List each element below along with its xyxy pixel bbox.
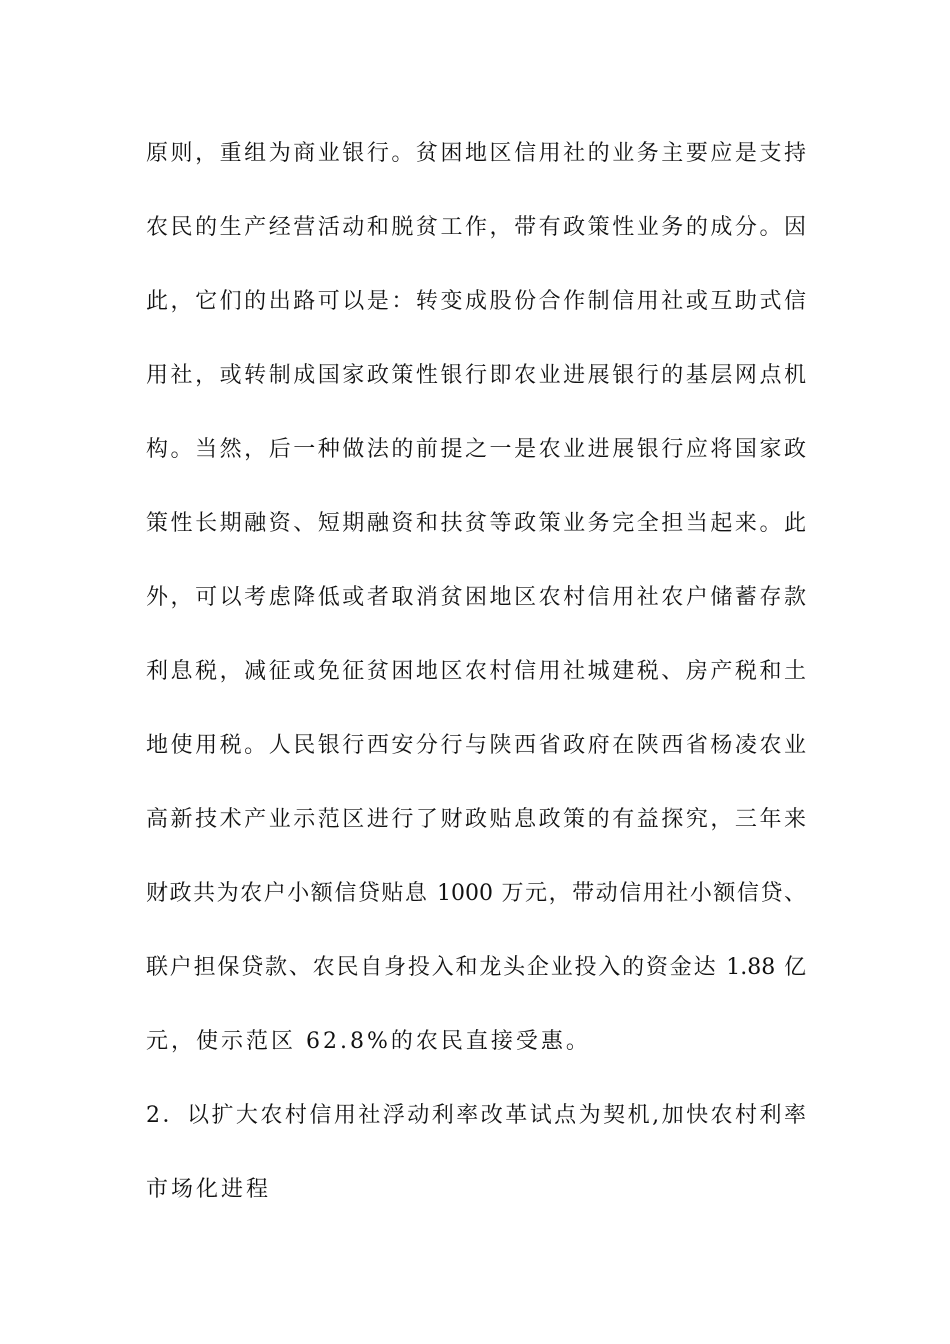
body-line: 用社，或转制成国家政策性银行即农业进展银行的基层网点机 — [146, 363, 806, 388]
section-heading-line: 2．以扩大农村信用社浮动利率改革试点为契机,加快农村利率 — [146, 1103, 806, 1128]
body-line: 农民的生产经营活动和脱贫工作，带有政策性业务的成分。因 — [146, 215, 806, 240]
section-heading-line-end: 市场化进程 — [146, 1177, 272, 1202]
body-line-last: 元，使示范区 62.8%的农民直接受惠。 — [146, 1029, 591, 1054]
body-line: 利息税，减征或免征贫困地区农村信用社城建税、房产税和土 — [146, 659, 806, 684]
body-line: 策性长期融资、短期融资和扶贫等政策业务完全担当起来。此 — [146, 511, 806, 536]
body-line: 地使用税。人民银行西安分行与陕西省政府在陕西省杨凌农业 — [146, 733, 806, 758]
body-line: 构。当然，后一种做法的前提之一是农业进展银行应将国家政 — [146, 437, 806, 462]
body-line: 原则，重组为商业银行。贫困地区信用社的业务主要应是支持 — [146, 141, 806, 166]
body-line: 财政共为农户小额信贷贴息 1000 万元，带动信用社小额信贷、 — [146, 881, 806, 906]
body-line: 此，它们的出路可以是：转变成股份合作制信用社或互助式信 — [146, 289, 806, 314]
body-line: 外，可以考虑降低或者取消贫困地区农村信用社农户储蓄存款 — [146, 585, 806, 610]
body-line: 联户担保贷款、农民自身投入和龙头企业投入的资金达 1.88 亿 — [146, 955, 806, 980]
body-line: 高新技术产业示范区进行了财政贴息政策的有益探究，三年来 — [146, 807, 806, 832]
document-body — [146, 128, 806, 1238]
